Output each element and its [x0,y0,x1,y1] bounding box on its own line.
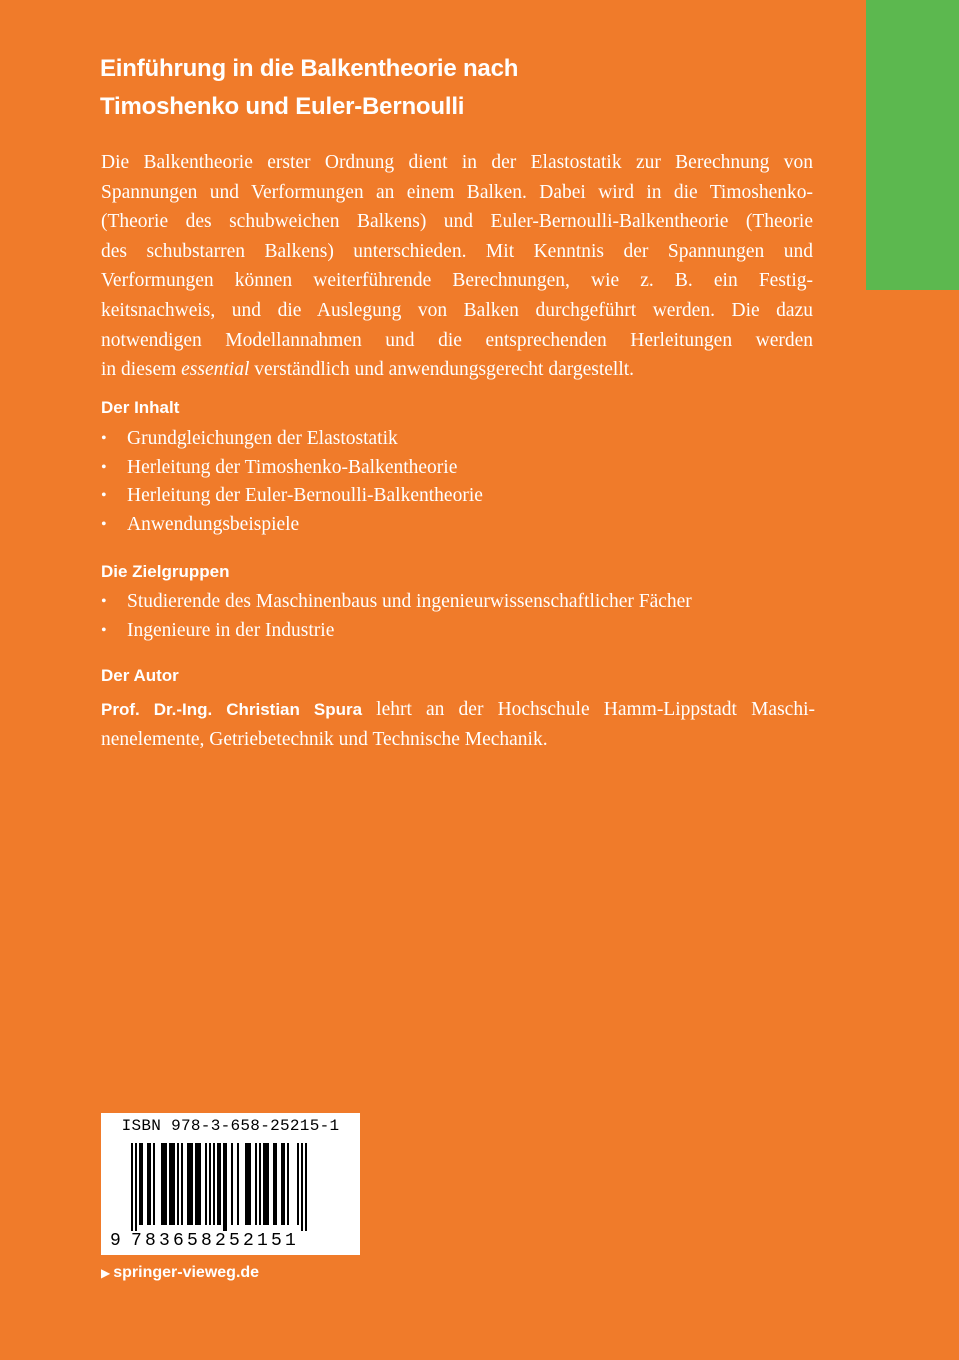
intro-emphasis: essential [181,359,250,381]
barcode-bar [213,1143,215,1225]
contents-heading: Der Inhalt [101,398,180,417]
intro-last-prefix: in diesem [101,359,182,381]
list-item-text: Studierende des Maschinenbaus und ingenieurwissenschaftlicher Fächer [127,591,692,612]
barcode-bar [217,1143,221,1225]
barcode-bar [195,1143,201,1225]
contents-list [101,425,483,539]
list-item: • Herleitung der Euler-Bernoulli-Balkentheorie [101,485,483,507]
barcode-bar [305,1143,307,1231]
barcode-bar [245,1143,251,1225]
list-item-text: Grundgleichungen der Elastostatik [127,428,398,449]
barcode-bar [169,1143,175,1225]
barcode-bar [223,1143,227,1231]
list-item: • Grundgleichungen der Elastostatik [101,428,398,449]
barcode-bar [139,1143,143,1225]
barcode-bar [187,1143,193,1225]
barcode-bar [273,1143,277,1225]
book-title [100,50,820,126]
intro-line: Verformungen können weiterführende Berechnungen, wie z. B. ein Festig- [101,270,813,292]
intro-line: keitsnachweis, und die Auslegung von Balken durchgeführt werden. Die dazu [101,299,813,321]
barcode-bar [297,1143,299,1225]
arrow-right-icon: ▶ [101,1266,111,1280]
barcode-bar [209,1143,211,1225]
author-name: Prof. Dr.-Ing. Christian Spura [101,700,363,719]
list-item: • Studierende des Maschinenbaus und ingenieurwissenschaftlicher Fächer [101,591,692,612]
author-heading: Der Autor [101,666,179,685]
barcode-bar [181,1143,183,1225]
barcode-bar [281,1143,285,1225]
author-bio-text: lehrt an der Hochschule Hamm-Lippstadt Maschi- [362,699,815,720]
title-line-2: Timoshenko und Euler-Bernoulli [100,93,465,120]
publisher-website[interactable] [101,1264,259,1282]
isbn-label: ISBN 978-3-658-25215-1 [121,1117,340,1135]
author-bio-line-1 [101,695,815,725]
barcode-bar [231,1143,233,1225]
list-item: • Herleitung der Timoshenko-Balkentheorie [101,456,458,478]
intro-line: des schubstarren Balkens) unterschieden. Mit Kenntnis der Spannungen und [101,240,813,262]
intro-line: Die Balkentheorie erster Ordnung dient in der Elastostatik zur Berechnung von [101,152,813,173]
barcode-bar [205,1143,207,1225]
green-accent-bar [866,0,959,290]
author-bio-line-2: nenelemente, Getriebetechnik und Technische Mechanik. [101,729,548,750]
intro-line: (Theorie des schubweichen Balkens) und Euler-Bernoulli-Balkentheorie (Theorie [101,211,813,233]
barcode-bar [153,1143,155,1225]
barcode-bar [263,1143,269,1225]
barcode-bar [259,1143,261,1225]
list-item-text: Anwendungsbeispiele [127,513,300,535]
ean-remaining-digits: 783658252151 [131,1231,300,1251]
list-item-text: Ingenieure in der Industrie [127,619,335,641]
barcode-bar [161,1143,167,1225]
list-item-text: Herleitung der Euler-Bernoulli-Balkentheorie [127,485,483,507]
barcode-bar [287,1143,289,1225]
barcode-bars [101,1143,360,1233]
barcode-bar [237,1143,239,1225]
list-item: • Anwendungsbeispiele [101,513,300,535]
isbn-barcode [101,1113,360,1255]
list-item: • Ingenieure in der Industrie [101,619,335,641]
intro-last-suffix: verständlich und anwendungsgerecht dargestellt. [249,359,635,381]
intro-paragraph [101,148,813,385]
barcode-bar [147,1143,151,1225]
intro-line: notwendigen Modellannahmen und die entsprechenden Herleitungen werden [101,329,813,351]
barcode-bar [131,1143,133,1231]
list-item-text: Herleitung der Timoshenko-Balkentheorie [127,456,458,478]
barcode-bar [177,1143,179,1225]
website-text: springer-vieweg.de [113,1264,260,1281]
barcode-bar [301,1143,303,1231]
audience-list [101,588,692,645]
title-line-1: Einführung in die Balkentheorie nach [100,55,519,82]
intro-line-last [101,355,813,385]
audience-heading: Die Zielgruppen [101,562,230,581]
ean-first-digit: 9 [110,1231,121,1251]
barcode-bar [255,1143,257,1225]
intro-line: Spannungen und Verformungen an einem Balken. Dabei wird in die Timoshenko- [101,181,813,203]
barcode-bar [135,1143,137,1231]
author-bio [101,695,815,755]
